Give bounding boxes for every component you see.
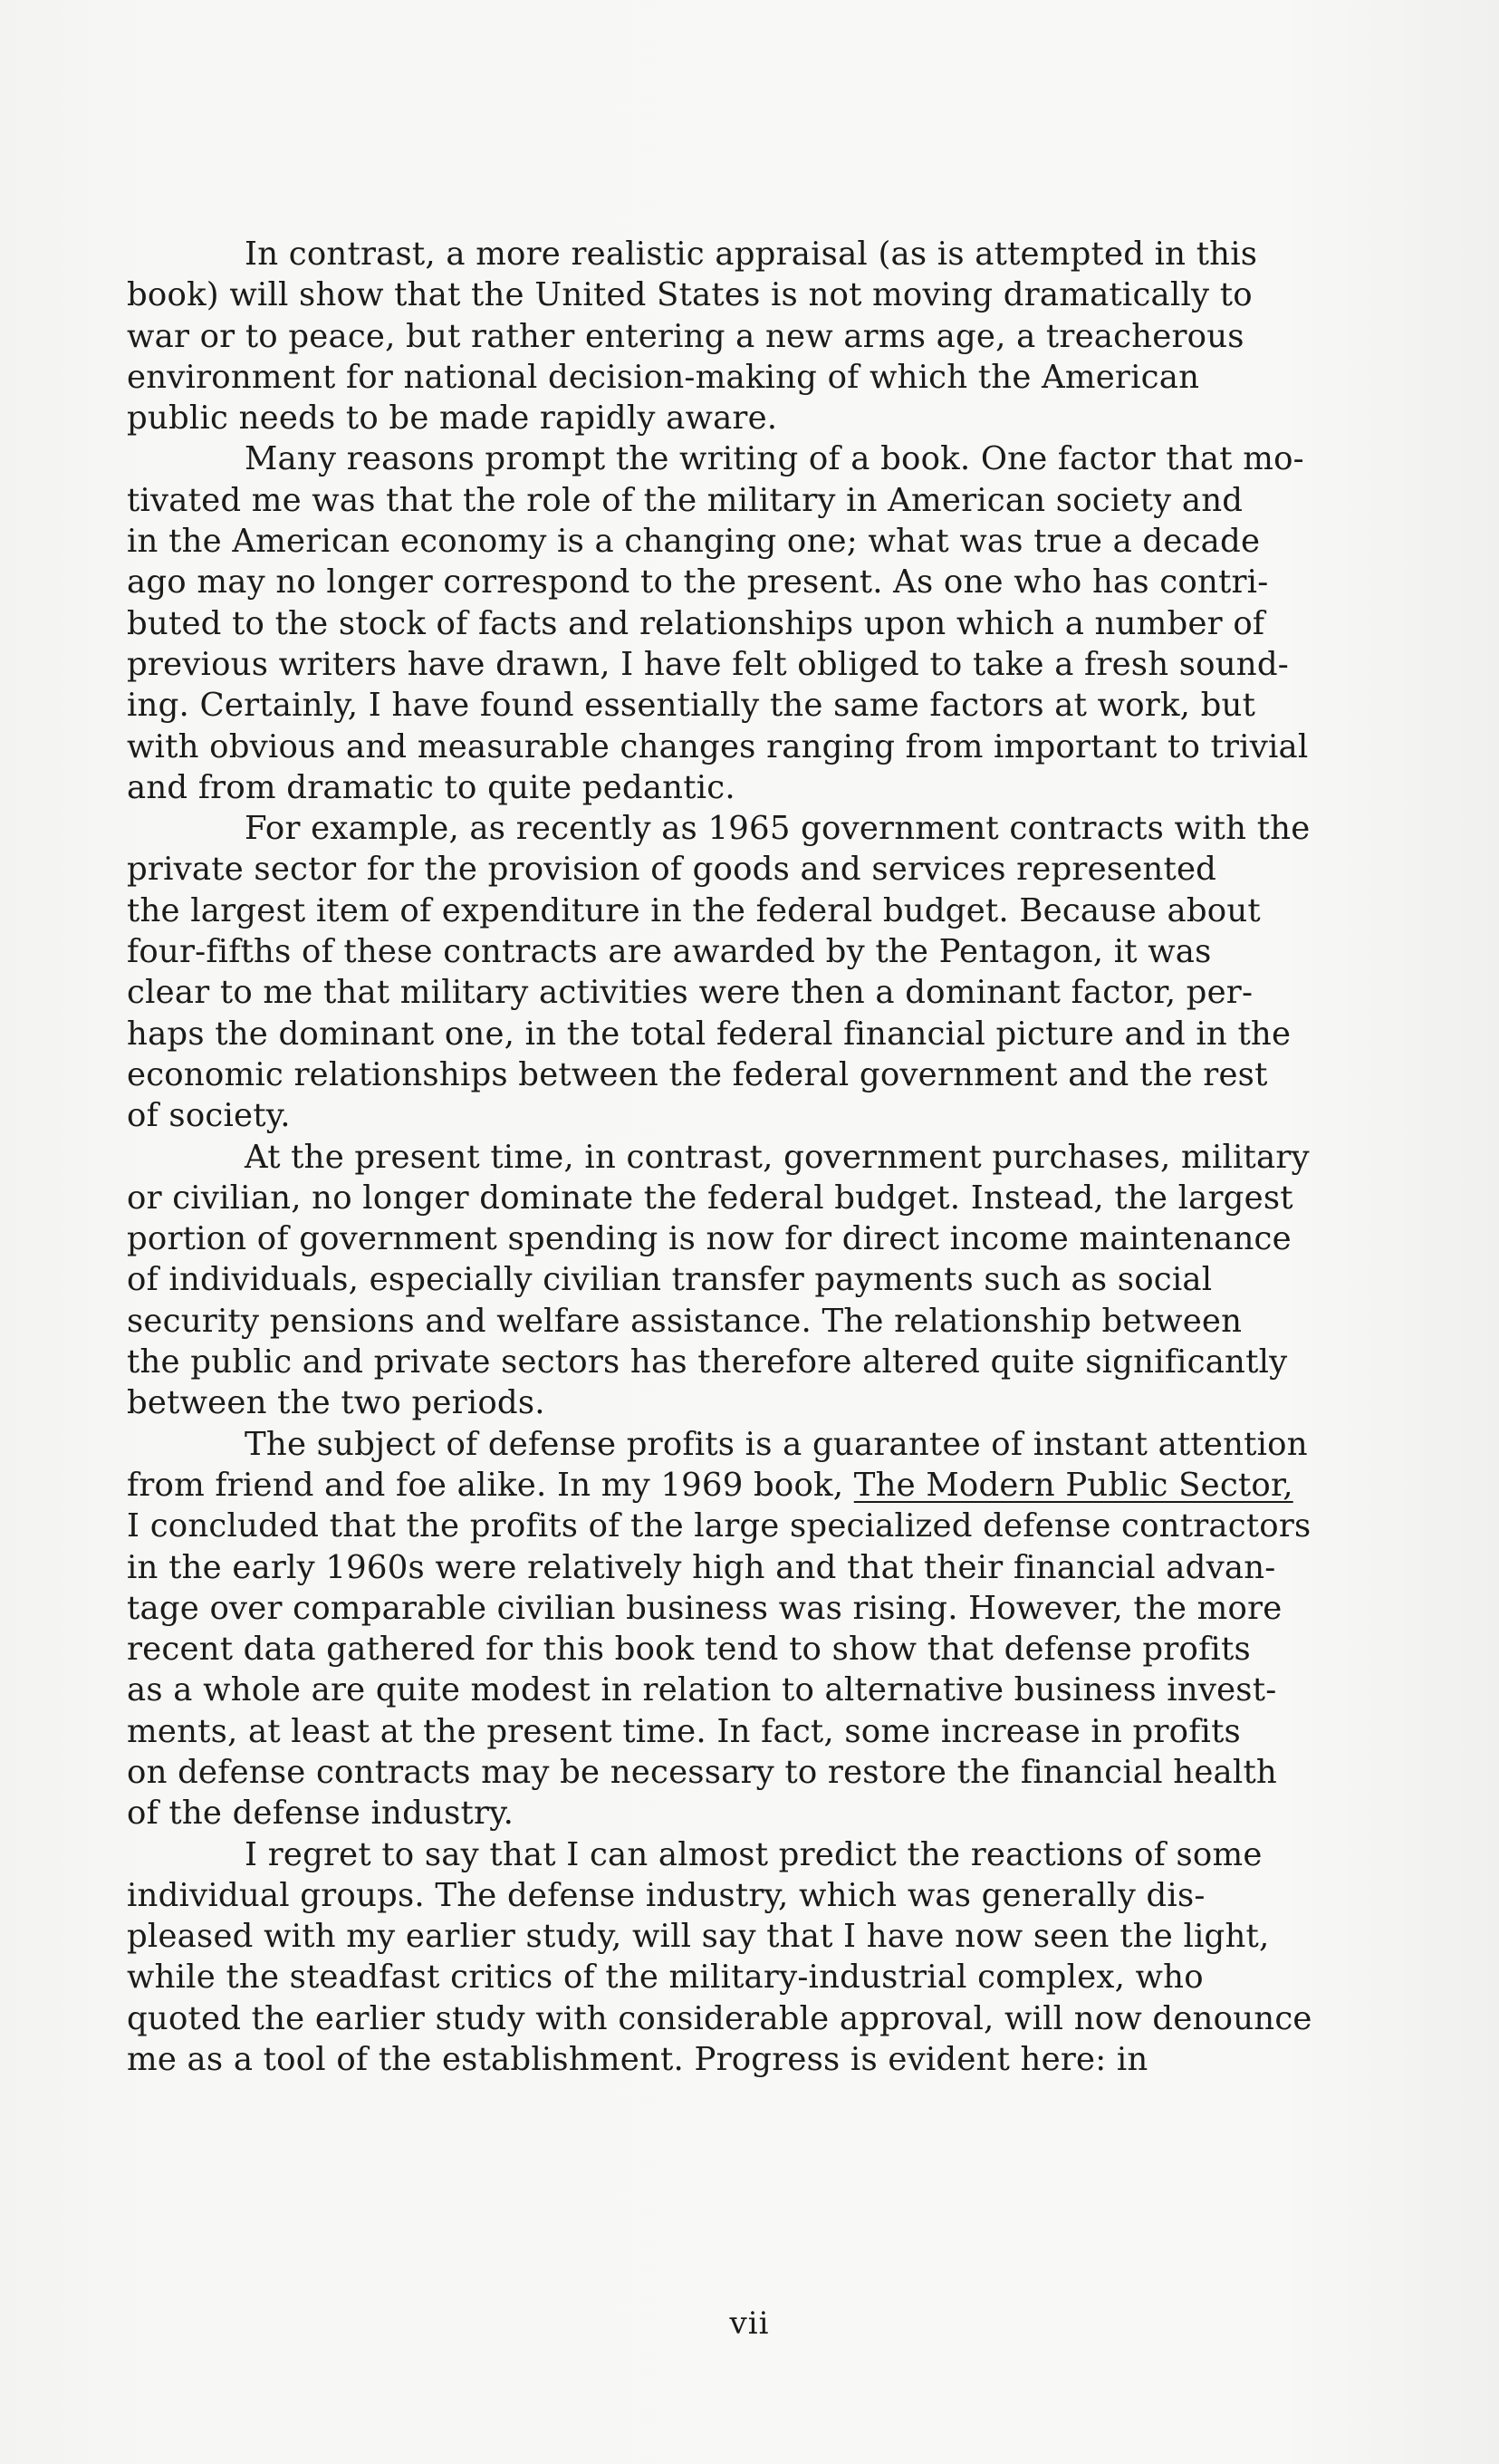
text-line: individual groups. The defense industry, which was generally dis- bbox=[127, 1876, 1206, 1914]
text-line: haps the dominant one, in the total federal financial picture and in the bbox=[127, 1015, 1292, 1053]
text-line: For example, as recently as 1965 government contracts with the bbox=[245, 810, 1311, 848]
text-line: of individuals, especially civilian transfer payments such as social bbox=[127, 1261, 1213, 1299]
text-line: portion of government spending is now for direct income maintenance bbox=[127, 1220, 1292, 1258]
text-line: war or to peace, but rather entering a new arms age, a treacherous bbox=[127, 317, 1244, 355]
paragraph-3 bbox=[127, 808, 1395, 1136]
text-line: of society. bbox=[127, 1097, 291, 1135]
text-line: private sector for the provision of goods and services represented bbox=[127, 851, 1217, 889]
text-line: quoted the earlier study with considerable approval, will now denounce bbox=[127, 1999, 1312, 2037]
text-line: In contrast, a more realistic appraisal (as is attempted in this bbox=[245, 236, 1258, 273]
text-line: I concluded that the profits of the large specialized defense contractors bbox=[127, 1507, 1312, 1545]
text-line: buted to the stock of facts and relationships upon which a number of bbox=[127, 604, 1265, 642]
text-line: public needs to be made rapidly aware. bbox=[127, 399, 778, 438]
paragraph-1 bbox=[127, 234, 1395, 438]
text-line: the public and private sectors has therefore altered quite significantly bbox=[127, 1343, 1288, 1381]
text-line: in the early 1960s were relatively high and that their financial advan- bbox=[127, 1548, 1276, 1586]
text-line: security pensions and welfare assistance. The relationship between bbox=[127, 1302, 1243, 1340]
text-line: the largest item of expenditure in the federal budget. Because about bbox=[127, 891, 1261, 929]
paragraph-6 bbox=[127, 1834, 1395, 2081]
text-line: previous writers have drawn, I have felt obliged to take a fresh sound- bbox=[127, 645, 1289, 683]
text-line: with obvious and measurable changes ranging from important to trivial bbox=[127, 727, 1309, 765]
text-line: me as a tool of the establishment. Progress is evident here: in bbox=[127, 2041, 1148, 2079]
text-line: between the two periods. bbox=[127, 1384, 545, 1422]
text-line: recent data gathered for this book tend to show that defense profits bbox=[127, 1631, 1251, 1669]
text-line: or civilian, no longer dominate the federal budget. Instead, the largest bbox=[127, 1179, 1293, 1217]
text-line: ments, at least at the present time. In fact, some increase in profits bbox=[127, 1712, 1241, 1750]
book-title: The Modern Public Sector, bbox=[853, 1466, 1293, 1504]
body-text bbox=[127, 234, 1395, 2080]
paragraph-4 bbox=[127, 1137, 1395, 1424]
paragraph-5 bbox=[127, 1424, 1395, 1834]
text-line: environment for national decision-making of which the American bbox=[127, 358, 1200, 396]
text-line: ago may no longer correspond to the present. As one who has contri- bbox=[127, 563, 1269, 602]
page-number: vii bbox=[729, 2305, 770, 2342]
text-line: ing. Certainly, I have found essentially the same factors at work, but bbox=[127, 687, 1256, 725]
text-line: The subject of defense profits is a guarantee of instant attention bbox=[245, 1425, 1308, 1463]
text-line: Many reasons prompt the writing of a book. One factor that mo- bbox=[245, 440, 1304, 478]
paragraph-2 bbox=[127, 438, 1395, 808]
text-line: I regret to say that I can almost predict the reactions of some bbox=[245, 1835, 1263, 1873]
text-line: in the American economy is a changing one; what was true a decade bbox=[127, 523, 1261, 561]
text-line: clear to me that military activities were then a dominant factor, per- bbox=[127, 974, 1254, 1012]
text-line: on defense contracts may be necessary to restore the financial health bbox=[127, 1753, 1277, 1791]
text-line: book) will show that the United States is not moving dramatically to bbox=[127, 276, 1253, 314]
text-line: tage over comparable civilian business was rising. However, the more bbox=[127, 1589, 1283, 1627]
text-line: of the defense industry. bbox=[127, 1795, 514, 1833]
text-line: while the steadfast critics of the military-industrial complex, who bbox=[127, 1959, 1204, 1997]
text-line: economic relationships between the federal government and the rest bbox=[127, 1055, 1268, 1093]
text-line: as a whole are quite modest in relation to alternative business invest- bbox=[127, 1671, 1277, 1709]
text-line-start: from friend and foe alike. In my 1969 book, bbox=[127, 1466, 854, 1504]
text-line: and from dramatic to quite pedantic. bbox=[127, 768, 735, 806]
text-line: At the present time, in contrast, government purchases, military bbox=[245, 1138, 1310, 1176]
text-line: tivated me was that the role of the military in American society and bbox=[127, 481, 1244, 519]
text-line bbox=[127, 1465, 1395, 1506]
text-line: four-fifths of these contracts are awarded by the Pentagon, it was bbox=[127, 933, 1212, 971]
text-line: pleased with my earlier study, will say that I have now seen the light, bbox=[127, 1918, 1270, 1956]
